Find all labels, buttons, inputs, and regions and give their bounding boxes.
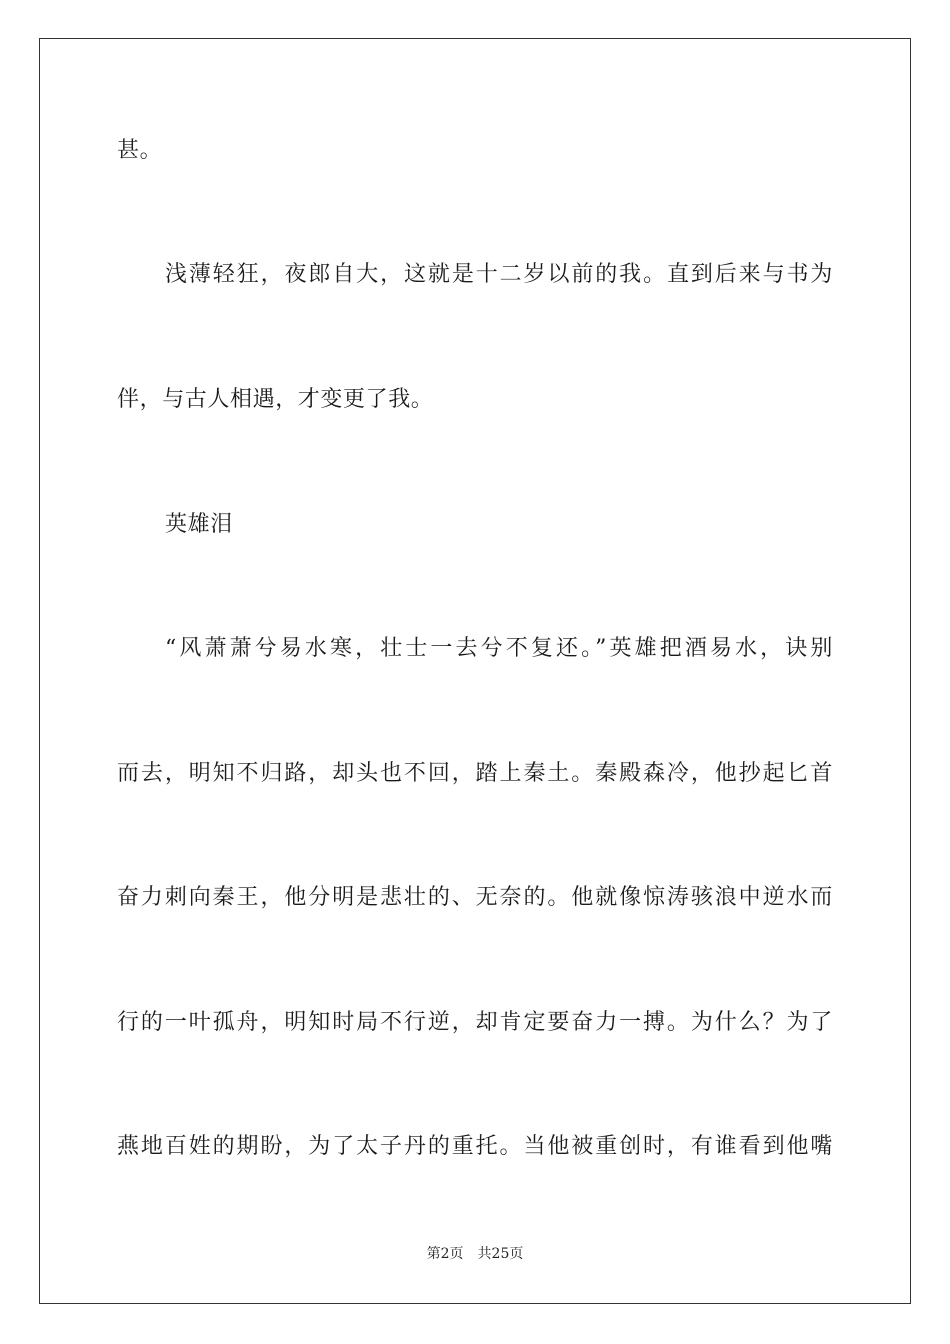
text-line-1: 甚。 [117, 138, 163, 163]
text-line-2: 浅薄轻狂，夜郎自大，这就是十二岁以前的我。直到后来与书为 [165, 262, 833, 287]
text-line-7: 奋力刺向秦王，他分明是悲壮的、无奈的。他就像惊涛骇浪中逆水而 [117, 885, 833, 910]
text-line-6: 而去，明知不归路，却头也不回，踏上秦土。秦殿森冷，他抄起匕首 [117, 761, 833, 786]
text-line-3: 伴，与古人相遇，才变更了我。 [117, 387, 434, 412]
section-heading: 英雄泪 [165, 512, 233, 537]
text-line-8: 行的一叶孤舟，明知时局不行逆，却肯定要奋力一搏。为什么？为了 [117, 1010, 833, 1035]
text-line-9: 燕地百姓的期盼，为了太子丹的重托。当他被重创时，有谁看到他嘴 [117, 1134, 833, 1159]
page-footer [0, 1245, 950, 1263]
text-line-5: “风萧萧兮易水寒，壮士一去兮不复还。”英雄把酒易水，诀别 [165, 636, 833, 661]
page-border [39, 38, 911, 1304]
page-number: 第2页 [426, 1246, 464, 1262]
page-total: 共25页 [477, 1246, 524, 1262]
